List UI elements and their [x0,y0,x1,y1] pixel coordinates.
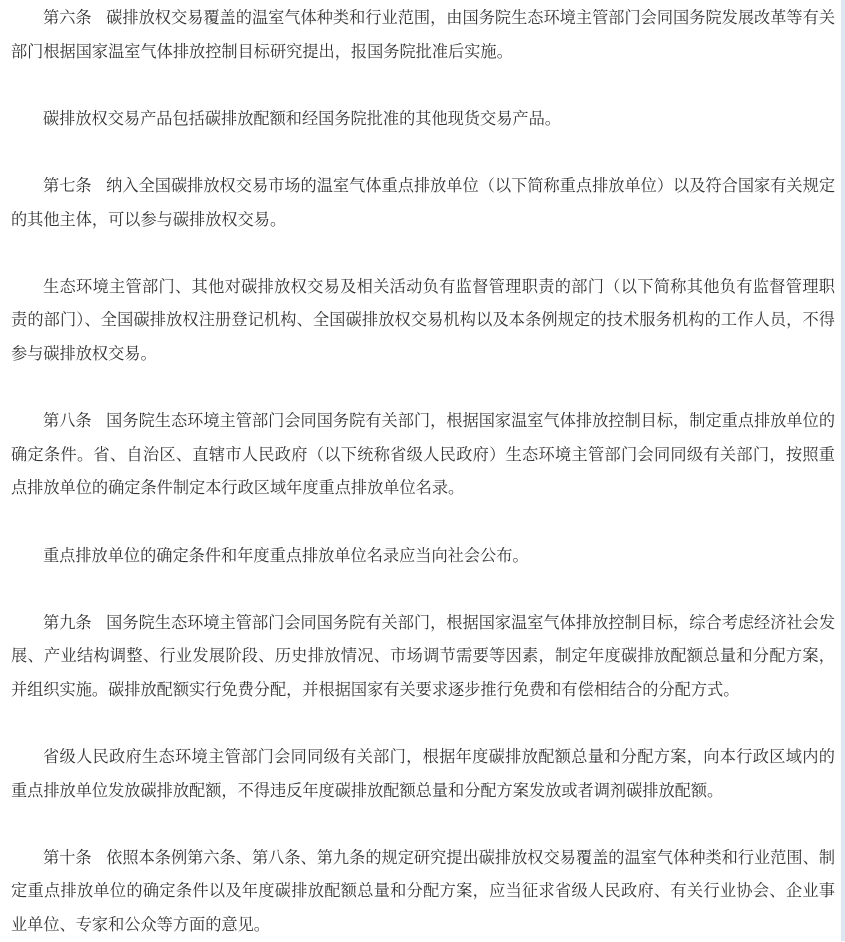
paragraph-spacer [11,572,835,606]
paragraph-spacer [11,807,835,841]
paragraph-spacer [11,706,835,740]
paragraph-article-6 [11,1,835,68]
paragraph-spacer [11,371,835,405]
paragraph-text: 省级人民政府生态环境主管部门会同同级有关部门，根据年度碳排放配额总量和分配方案，向本行政区域内的重点排放单位发放碳排放配额，不得违反年度碳排放配额总量和分配方案发放或者调剂碳排放配额。 [11,747,835,800]
paragraph-text: 碳排放权交易覆盖的温室气体种类和行业范围，由国务院生态环境主管部门会同国务院发展改革等有关部门根据国家温室气体排放控制目标研究提出，报国务院批准后实施。 [11,8,836,61]
paragraph-article-9 [11,606,835,707]
paragraph-text: 生态环境主管部门、其他对碳排放权交易及相关活动负有监督管理职责的部门（以下简称其他负有监督管理职责的部门）、全国碳排放权注册登记机构、全国碳排放权交易机构以及本条例规定的技术服务机构的工作人员，不得参与碳排放权交易。 [11,276,835,363]
article-heading: 第十条 [43,847,92,867]
paragraph-article-10 [11,841,835,942]
paragraph-spacer [11,505,835,539]
paragraph-spacer [11,135,835,169]
article-heading: 第七条 [43,175,92,195]
scrollbar-track[interactable] [841,0,845,941]
article-heading: 第八条 [43,411,92,431]
paragraph-text: 碳排放权交易产品包括碳排放配额和经国务院批准的其他现货交易产品。 [43,108,561,128]
article-heading: 第六条 [43,8,92,27]
paragraph-prohibited-participants [11,270,835,371]
article-heading: 第九条 [43,612,92,632]
paragraph-article-8 [11,404,835,505]
paragraph-text: 依照本条例第六条、第八条、第九条的规定研究提出碳排放权交易覆盖的温室气体种类和行业范围、制定重点排放单位的确定条件以及年度碳排放配额总量和分配方案，应当征求省级人民政府、有关行业协会、企业事业单位、专家和公众等方面的意见。 [11,847,836,935]
paragraph-trading-products [11,102,835,136]
paragraph-spacer [11,236,835,270]
paragraph-spacer [11,68,835,102]
paragraph-text: 重点排放单位的确定条件和年度重点排放单位名录应当向社会公布。 [43,545,529,565]
paragraph-text: 国务院生态环境主管部门会同国务院有关部门，根据国家温室气体排放控制目标，综合考虑经济社会发展、产业结构调整、行业发展阶段、历史排放情况、市场调节需要等因素，制定年度碳排放配额总量和分配方案，并组织实施。碳排放配额实行免费分配，并根据国家有关要求逐步推行免费和有偿相结合的分配方式。 [11,612,836,699]
paragraph-text: 纳入全国碳排放权交易市场的温室气体重点排放单位（以下简称重点排放单位）以及符合国家有关规定的其他主体，可以参与碳排放权交易。 [11,175,836,229]
paragraph-article-7 [11,169,835,236]
paragraph-provincial-allocation [11,740,835,807]
paragraph-list-publication [11,539,835,573]
paragraph-text: 国务院生态环境主管部门会同国务院有关部门，根据国家温室气体排放控制目标，制定重点排放单位的确定条件。省、自治区、直辖市人民政府（以下统称省级人民政府）生态环境主管部门会同同级有关部门，按照重点排放单位的确定条件制定本行政区域年度重点排放单位名录。 [11,411,836,498]
